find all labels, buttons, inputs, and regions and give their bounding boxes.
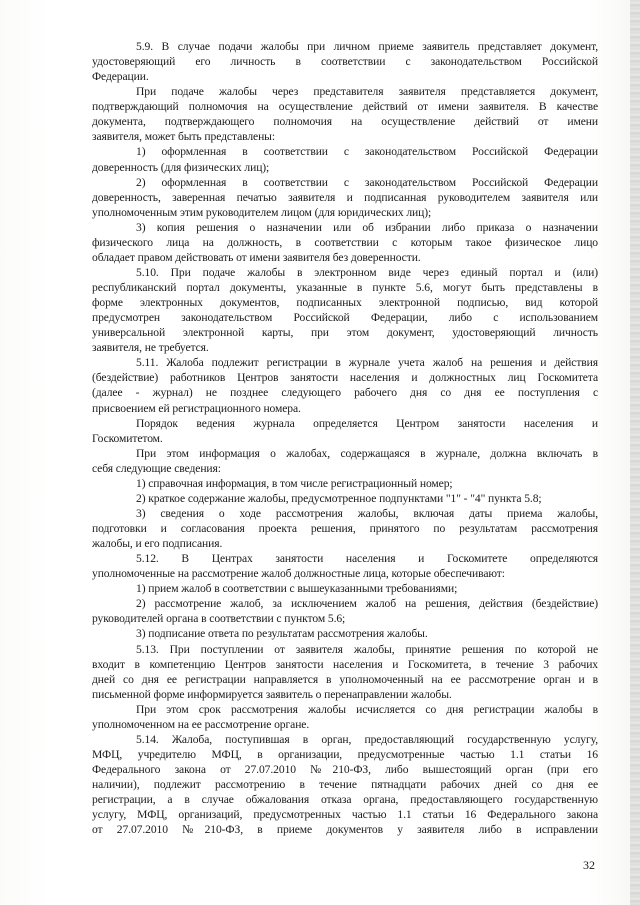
text-line: уполномоченном на ее рассмотрение органе. [92, 717, 310, 731]
text-line: 2) оформленная в соответствии с законодательством Российской Федерации [136, 175, 598, 189]
text-line: 5.14. Жалоба, поступившая в орган, предоставляющий государственную услугу, [136, 732, 598, 746]
text-line: предусмотрен законодательством Российской Федерации, либо с использованием [92, 311, 598, 325]
text-line: от 27.07.2010 №210-ФЗ, в приеме документов у заявителя либо в исправлении [92, 823, 598, 837]
text-line: наличии), подлежит рассмотрению в течение пятнадцати рабочих дней со дня ее [92, 778, 598, 792]
text-line: 5.9. В случае подачи жалобы при личном приеме заявитель представляет документ, [136, 40, 598, 53]
text-line: При этом информация о жалобах, содержащаяся в журнале, должна включать в [136, 446, 598, 460]
text-line: входит в компетенцию Центров занятости населения и Госкомитета, в течение 3 рабочих [92, 657, 598, 671]
text-line: 3) копия решения о назначении или об избрании либо приказа о назначении [136, 220, 598, 234]
text-line: присвоением ей регистрационного номера. [92, 401, 301, 415]
text-line: руководителей органа в соответствии с пунктом 5.6; [92, 612, 346, 626]
text-line: документа, подтверждающего полномочия на осуществление действий от имени [92, 115, 598, 129]
text-line: Федерального закона от 27.07.2010 №210-ФЗ, либо вышестоящий орган (при его [92, 763, 598, 776]
text-line: дней со дня ее регистрации направляется в уполномоченный на ее рассмотрение орган и в [92, 672, 598, 686]
page-number: 32 [583, 858, 595, 872]
text-line: 5.13. При поступлении от заявителя жалобы, принятие решения по которой не [136, 642, 598, 656]
text-line: универсальной электронной карты, при этом документ, удостоверяющий личность [92, 326, 598, 340]
text-line: доверенность (для физических лиц); [92, 160, 270, 174]
scan-edge-artifact [630, 0, 640, 905]
text-line: услугу, МФЦ, организаций, предусмотренных частью 1.1 статьи 16 Федерального закона [92, 808, 598, 822]
text-line: 5.10. При подаче жалобы в электронном виде через единый портал и (или) [136, 265, 598, 279]
text-line: удостоверяющий его личность в соответствии с законодательством Российской [92, 55, 598, 69]
text-line: (далее - журнал) не позднее следующего рабочего дня со дня ее поступления с [92, 386, 598, 400]
text-line: 1) оформленная в соответствии с законодательством Российской Федерации [136, 145, 598, 159]
text-line: регистрации, а в случае обжалования отказа органа, предоставляющего государственную [92, 793, 598, 807]
text-line: 2) краткое содержание жалобы, предусмотренное подпунктами "1" - "4" пункта 5.8; [136, 491, 542, 505]
text-line: подтверждающий полномочия на осуществление действий от имени заявителя. В качестве [92, 100, 598, 114]
text-line: Госкомитетом. [92, 431, 163, 445]
text-line: 3) сведения о ходе рассмотрения жалобы, включая даты приема жалобы, [136, 506, 598, 520]
text-line: При подаче жалобы через представителя заявителя представляется документ, [136, 85, 598, 99]
text-line: уполномоченным этим руководителем лицом (для юридических лиц); [92, 205, 432, 219]
text-line: 2) рассмотрение жалоб, за исключением жалоб на решения, действия (бездействие) [136, 597, 598, 611]
text-line: форме электронных документов, подписанных электронной подписью, вид которой [92, 296, 598, 310]
text-line: уполномоченные на рассмотрение жалоб должностные лица, которые обеспечивают: [92, 567, 505, 581]
text-line: подготовки и согласования проекта решения, принятого по результатам рассмотрения [92, 522, 598, 535]
text-line: 1) прием жалоб в соответствии с вышеуказанными требованиями; [136, 582, 458, 596]
text-line: письменной форме информируется заявитель о перенаправлении жалобы. [92, 687, 452, 701]
text-line: 5.11. Жалоба подлежит регистрации в журнале учета жалоб на решения и действия [136, 356, 598, 370]
text-line: физического лица на должность, в соответствии с которым такое физическое лицо [92, 235, 598, 249]
text-line: заявителя, не требуется. [92, 341, 209, 355]
text-line: 1) справочная информация, в том числе регистрационный номер; [136, 476, 453, 490]
text-line: заявителя, может быть представлены: [92, 130, 275, 144]
text-line: обладает правом действовать от имени заявителя без доверенности. [92, 250, 421, 264]
text-line: (бездействие) работников Центров занятости населения и должностных лиц Госкомитета [92, 371, 598, 385]
text-line: При этом срок рассмотрения жалобы исчисляется со дня регистрации жалобы в [136, 702, 598, 716]
text-line: жалобы, и его подписания. [92, 537, 223, 551]
text-line: 5.12. В Центрах занятости населения и Госкомитете определяются [136, 552, 598, 566]
text-line: республиканский портал документы, указанные в пункте 5.6, могут быть представлены в [92, 281, 598, 294]
text-line: 3) подписание ответа по результатам рассмотрения жалобы. [136, 627, 428, 641]
text-line: Федерации. [92, 70, 149, 84]
text-line: доверенность, заверенная печатью заявителя и подписанная руководителем заявителя или [92, 190, 598, 204]
body-text [92, 39, 598, 837]
text-line: МФЦ, учредителю МФЦ, в организации, предусмотренные частью 1.1 статьи 16 [92, 747, 598, 761]
text-line: Порядок ведения журнала определяется Центром занятости населения и [136, 416, 598, 430]
text-line: себя следующие сведения: [92, 461, 221, 475]
